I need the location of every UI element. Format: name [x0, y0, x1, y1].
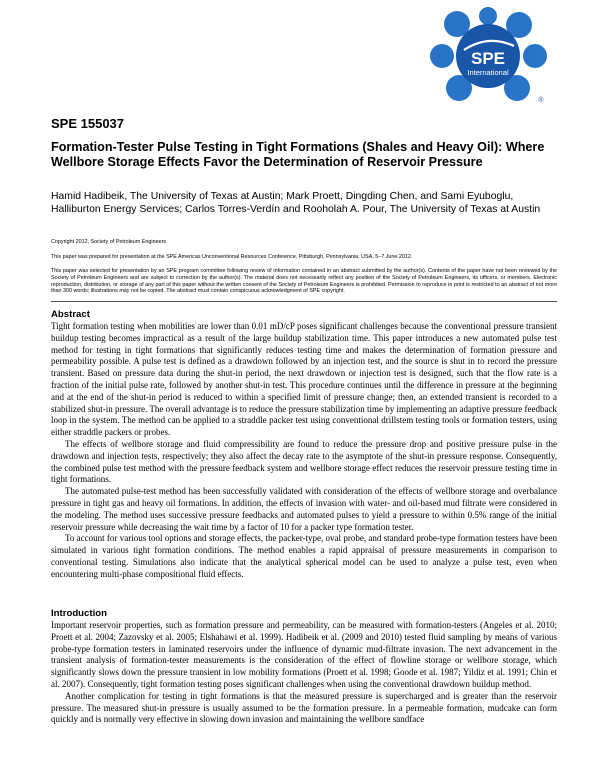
- author-list: Hamid Hadibeik, The University of Texas at Austin; Mark Proett, Dingding Chen, and Sami Eyuboglu, Halliburton Energy Services; Carlos Torres-Verdín and Rooholah A. Pour, The University of Texas at Austin: [51, 191, 541, 215]
- logo-text-international: International: [467, 68, 509, 77]
- introduction-paragraph: Another complication for testing in tight formations is that the measured pressure is supercharged and is greater than the reservoir pressure. The measured shut-in pressure is usually assumed to be the formation pressure. In a permeable formation, mudcake can form quickly and is normally very effective in slowing down invasion and maintaining the wellbore sandface: [51, 690, 557, 725]
- abstract-paragraph: The effects of wellbore storage and fluid compressibility are found to reduce the pressure drop and positive pressure pulse in the drawdown and injection tests, respectively; they also affect the decay rate to the asymptote of the shut-in pressure response. Consequently, the combined pulse test method with the pressure feedback system and wellbore storage effect reduces the reservoir pressure testing time in tight formations.: [51, 438, 557, 485]
- review-disclaimer: This paper was selected for presentation by an SPE program committee following review of information contained in an abstract submitted by the author(s). Contents of the paper have not been reviewed by the Society of Petroleum Engineers and are subject to correction by the author(s). The material does not necessarily reflect any position of the Society of Petroleum Engineers, its officers, or members. Electronic reproduction, distribution, or storage of any part of this paper without the written consent of the Society of Petroleum Engineers is prohibited. Permission to reproduce in print is restricted to an abstract of not more than 300 words; illustrations may not be copied. The abstract must contain conspicuous acknowledgment of SPE copyright.: [51, 268, 557, 295]
- abstract-paragraph: To account for various tool options and storage effects, the packer-type, oval probe, and standard probe-type formation testers have been simulated in various tight formation conditions. The method enables a rapid appraisal of pressure measurements in comparison to conventional testing. Simulations also indicate that the analytical spherical model can be used to analyze a pulse test, even when encountering multi-phase compositional fluid effects.: [51, 533, 557, 579]
- section-divider: [51, 301, 557, 302]
- abstract-paragraph: Tight formation testing when mobilities are lower than 0.01 mD/cP poses significant challenges because the conventional pressure transient buildup testing becomes impractical as a result of the large buildup stabilization time. This paper introduces a new automated pulse test method for testing in tight formations that significantly reduces testing time and makes the determination of formation pressure and permeability possible. A pulse test is defined as a drawdown followed by an injection test, and the source is shut in to record the pressure transient. Based on pressure data during the shut-in period, the next drawdown or injection test is designed, such that the flow rate is a fraction of the initial pulse rate, followed by another shut-in test. This procedure continues until the difference in pressure at the beginning and at the end of the shut-in period is reduced to within a specified limit of pressure change; then, an extended transient is recorded to a stabilized shut-in pressure. The overall advantage is to reduce the pressure stabilization time by implementing an adaptive pressure feedback loop in the system. The method can be applied to a straddle packer test using conventional drillstem testing tools or formation testers, using either straddle packers or probes.: [51, 321, 557, 438]
- conference-note: This paper was prepared for presentation at the SPE Americas Unconventional Resources Conference, Pittsburgh, Pennsylvania, USA, 5–7 June 2012.: [51, 254, 413, 260]
- introduction-paragraph: Important reservoir properties, such as formation pressure and permeability, can be measured with formation-testers (Angeles et al. 2010; Proett et al. 2004; Zazovsky et al. 2005; Elshahawi et al. 1999). Hadibeik et al. (2009 and 2010) tested fluid sampling by means of various probe-type formation testers in laminated reservoirs under the influence of dynamic mud-filtrate invasion. The next advancement in the transient analysis of formation-tester measurements is the consideration of the effect of flowline storage or wellbore storage, which significantly slows down the pressure transient in low mobility formations (Proett et al. 1998; Goode et al. 1987; Yildiz et al. 1991; Chin et al. 2007). Consequently, tight formation testing poses significant challenges when using the conventional drawdown buildup method.: [51, 620, 557, 689]
- spe-logo: [428, 4, 550, 106]
- paper-id: SPE 155037: [51, 116, 125, 131]
- logo-dot-top: [479, 7, 497, 25]
- logo-dot-right: [523, 44, 547, 68]
- abstract-paragraph: The automated pulse-test method has been successfully validated with consideration of the effects of wellbore storage and overbalance pressure in tight gas and heavy oil formations. In addition, the effects of invasion with water- and oil-based mud filtrate were considered in the modeling. The method uses successive pressure feedbacks and automated pulses to yield a pressure to within 0.5% range of the initial reservoir pressure while decreasing the wait time by a factor of 10 for a packer type formation tester.: [51, 486, 557, 532]
- introduction-body: [51, 620, 557, 726]
- logo-text-spe: SPE: [470, 49, 506, 68]
- copyright-notice: Copyright 2012, Society of Petroleum Engineers: [51, 239, 167, 245]
- abstract-body: [51, 321, 557, 581]
- logo-dot-left: [430, 44, 454, 68]
- logo-registered-mark: ®: [538, 97, 544, 104]
- paper-title: Formation-Tester Pulse Testing in Tight Formations (Shales and Heavy Oil): Where Wellbore Storage Effects Favor the Determination of Reservoir Pressure: [51, 140, 545, 169]
- introduction-heading: Introduction: [51, 608, 107, 619]
- abstract-heading: Abstract: [51, 309, 90, 320]
